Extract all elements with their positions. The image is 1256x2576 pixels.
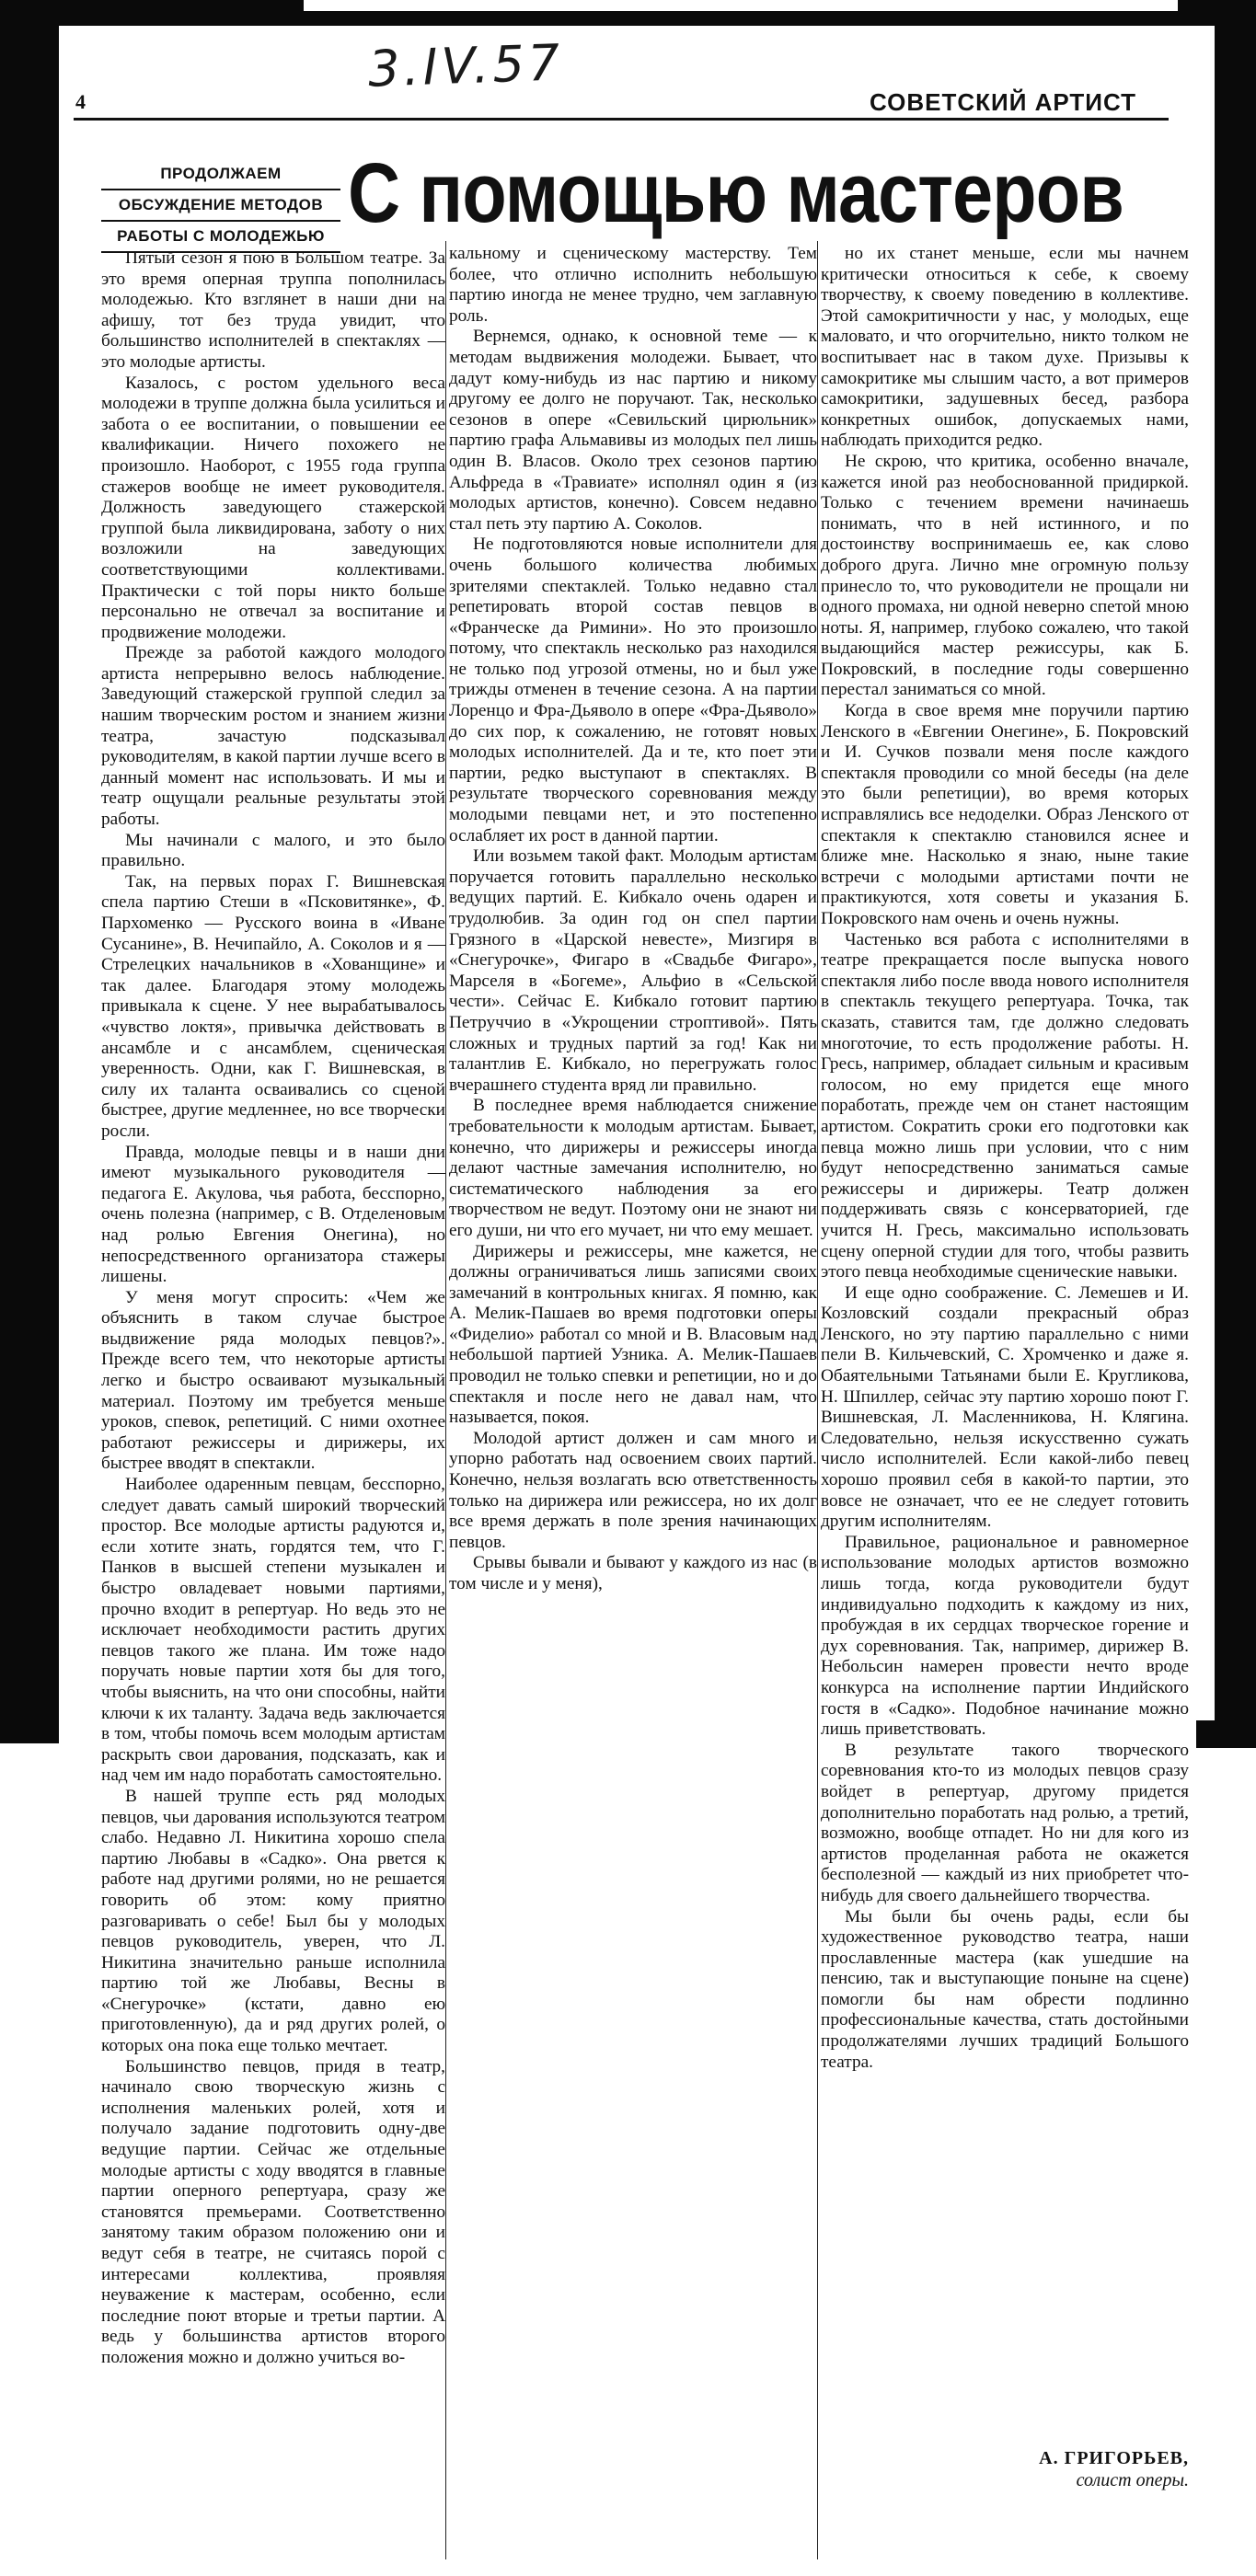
handwritten-date: 3.IV.57 bbox=[366, 33, 565, 98]
column-divider bbox=[817, 241, 818, 2559]
article-paragraph: Вернемся, однако, к основной теме — к методам выдвижения молодежи. Бывает, что дадут кому-нибудь из нас партию и никому другому ее долго не поручают. Так, несколько сезонов в опере «Севильский цирюльник» партию графа Альмавивы из молодых пел лишь один В. Власов. Около трех сезонов партию Альфреда в «Травиате» исполнял один я (из молодых артистов, конечно). Совсем недавно стал петь эту партию А. Соколов. bbox=[449, 327, 817, 534]
article-paragraph: В последнее время наблюдается снижение требовательности к молодым артистам. Бывает, конечно, что дирижеры и режиссеры иногда делают частные замечания исполнителю, но систематического наблюдения за его творчеством не ведут. Поэтому они не знают ни его души, ни что его мучает, ни что ему мешает. bbox=[449, 1096, 817, 1240]
article-paragraph: Пятый сезон я пою в Большом театре. За это время оперная труппа пополнилась молодежью. Кто взглянет в наши дни на афишу, тот без труда увидит, что большинство исполнителей в спектаклях — это молодые артисты. bbox=[101, 248, 445, 372]
article-paragraph: Наиболее одаренным певцам, бесспорно, следует давать самый широкий творческий простор. Все молодые артисты радуются и, если хотите знать, гордятся тем, что Г. Панков в высшей степени музыкален и быстро овладевает новыми партиями, прочно входит в репертуар. Но ведь это не исключает необходимости растить других певцов такого же плана. Им тоже надо поручать новые партии хотя бы для того, чтобы выяснить, на что они способны, найти ключи к их таланту. Задача ведь заключается в том, чтобы помочь всем молодым артистам раскрыть свои дарования, подсказать, как и над чем им надо поработать самостоятельно. bbox=[101, 1475, 445, 1786]
article-paragraph: Большинство певцов, придя в театр, начинало свою творческую жизнь с исполнения маленьких ролей, хотя и получало задание подготовить одну-две ведущие партии. Сейчас же отдельные молодые артисты с ходу вводятся в главные партии оперного репертуара, сразу же становятся премьерами. Соответственно занятому таким образом положению они и ведут себя в театре, не считаясь порой с интересами коллектива, проявляя неуважение к мастерам, особенно, если последние поют вторые и третьи партии. А ведь у большинства артистов второго положения можно и должно учиться во- bbox=[101, 2056, 445, 2367]
scan-border-left bbox=[0, 0, 59, 1743]
article-column-1 bbox=[101, 248, 445, 2369]
article-paragraph: Не скрою, что критика, особенно вначале, кажется иной раз необоснованной придиркой. Только с течением времени начинаешь понимать, что в ней истинного, и по достоинству воспринимаешь ее, как слово доброго друга. Лично мне огромную пользу принесло то, что руководители не прощали ни одного промаха, ни одной неверно спетой мною ноты. Я, например, глубоко сожалею, что такой выдающийся мастер режиссуры, как Б. Покровский, в последние годы совершенно перестал заниматься со мной. bbox=[821, 451, 1189, 700]
article-paragraph: И еще одно соображение. С. Лемешев и И. Козловский создали прекрасный образ Ленского, но эту партию параллельно с ними пели В. Кильчевский, С. Хромченко и даже я. Обаятельными Татьянами были Е. Кругликова, Н. Шпиллер, сейчас эту партию хорошо поют Г. Вишневская, Л. Масленникова, Н. Клягина. Следовательно, нельзя искусственно сужать число исполнителей. Если какой-либо певец хорошо проявил себя в какой-то партии, это вовсе не означает, что ее не следует готовить другим исполнителям. bbox=[821, 1282, 1189, 1532]
article-paragraph: Так, на первых порах Г. Вишневская спела партию Стеши в «Псковитянке», Ф. Пархоменко — Русского воина в «Иване Сусанине», В. Нечипайло, А. Соколов и я — Стрелецких начальников в «Хованщине» и так далее. Благодаря этому молодежь привыкала к сцене. У нее вырабатывалось «чувство локтя», привычка действовать в ансамбле и с ансамблем, сценическая уверенность. Одни, как Г. Вишневская, в силу их таланта осваивались со сценой быстрее, другие медленнее, но все творчески росли. bbox=[101, 871, 445, 1141]
kicker bbox=[101, 159, 340, 253]
article-paragraph: Не подготовляются новые исполнители для очень большого количества любимых зрителями спектаклей. Только недавно стал репетировать второй состав певцов в «Франческе да Римини». Но это произошло потому, что спектакль несколько раз находился не только под угрозой отмены, но и был уже трижды отменен в течение сезона. А на партии Лоренцо и Фра-Дьяволо в опере «Фра-Дьяволо» до сих пор, к сожалению, не готовят новых молодых исполнителей. Да и те, кто поет эти партии, редко выступают в спектаклях. В результате творческого соревнования между молодыми певцами нет, и это постепенно ослабляет их рост в данной партии. bbox=[449, 535, 817, 845]
article-paragraph: кальному и сценическому мастерству. Тем более, что отлично исполнить небольшую партию иногда не менее трудно, чем заглавную роль. bbox=[449, 244, 817, 326]
article-paragraph: но их станет меньше, если мы начнем критически относиться к себе, к своему творчеству, к своему поведению в коллективе. Этой самокритичности у нас, у молодых, еще маловато, и что огорчительно, никто толком не воспитывает нас в таком духе. Призывы к самокритике мы слышим часто, а вот примеров самокритики, задушевных бесед, разбора конкретных ошибок, допускаемых нами, наблюдать приходится редко. bbox=[821, 244, 1189, 451]
article-paragraph: Частенько вся работа с исполнителями в театре прекращается после выпуска нового спектакля либо после ввода нового исполнителя в спектакль текущего репертуара. Точка, так сказать, ставится там, где должно следовать многоточие, то есть продолжение работы. Н. Гресь, например, обладает сильным и красивым голосом, но ему придется еще много поработать, прежде чем он станет настоящим артистом. Сократить сроки его подготовки как певца можно лишь при условии, что с ним будут непосредственно заниматься самые режиссеры и дирижеры. Театр должен поддерживать связь с консерваторией, где учится Н. Гресь, максимально использовать сцену оперной студии для того, чтобы развить этого певца необходимые сценические навыки. bbox=[821, 929, 1189, 1282]
article-paragraph: Или возьмем такой факт. Молодым артистам поручается готовить параллельно несколько ведущих партий. Е. Кибкало очень одарен и трудолюбив. За один год он спел партии Грязного в «Царской невесте», Мизгиря в «Снегурочке», Фигаро в «Свадьбе Фигаро», Марселя в «Богеме», Альфио в «Сельской чести». Сейчас Е. Кибкало готовит партию Петруччио в «Укрощении строптивой». Пять сложных и трудных партий за год! Как ни талантлив Е. Кибкало, но перегружать голос вчерашнего студента вряд ли правильно. bbox=[449, 846, 817, 1095]
scan-border-top-gap bbox=[304, 0, 1178, 11]
article-paragraph: В результате такого творческого соревнования кто-то из молодых певцов сразу войдет в репертуар, другому придется дополнительно поработать над ролью, а третий, возможно, вообще отпадет. Но ни для кого из артистов проделанная работа не окажется бесполезной — каждый из них приобретет что-нибудь для своего дальнейшего творчества. bbox=[821, 1740, 1189, 1905]
header-rule bbox=[74, 118, 1169, 121]
publication-title: СОВЕТСКИЙ АРТИСТ bbox=[870, 88, 1136, 116]
article-paragraph: Мы были бы очень рады, если бы художественное руководство театра, наши прославленные мастера (как ушедшие на пенсию, так и выступающие поныне на сцене) помогли бы нам обрести подлинно профессиональные качества, стать достойными продолжателями лучших традиций Большого театра. bbox=[821, 1906, 1189, 2072]
article-paragraph: У меня могут спросить: «Чем же объяснить в таком случае быстрое выдвижение ряда молодых певцов?». Прежде всего тем, что некоторые артисты легко и быстро осваивают музыкальный материал. Поэтому им требуется меньше уроков, спевок, репетиций. С ними охотнее работают режиссеры и дирижеры, их быстрее вводят в спектакли. bbox=[101, 1287, 445, 1474]
article-paragraph: Правда, молодые певцы и в наши дни имеют музыкального руководителя — педагога Е. Акулова, чья работа, бесспорно, очень полезна (например, с В. Отделеновым над ролью Евгения Онегина), но непосредственного организатора стажеры лишены. bbox=[101, 1142, 445, 1287]
article-paragraph: Дирижеры и режиссеры, мне кажется, не должны ограничиваться лишь записями своих замечаний в контрольных книгах. Я помню, как А. Мелик-Пашаев во время подготовки оперы «Фиделио» работал со мной и В. Власовым над небольшой партией Узника. А. Мелик-Пашаев проводил не только спевки и репетиции, но и до спектакля и после него не давал нам, что называется, покоя. bbox=[449, 1241, 817, 1428]
article-paragraph: Когда в свое время мне поручили партию Ленского в «Евгении Онегине», Б. Покровский и И. Сучков позвали меня после каждого спектакля проводили со мной беседы (на деле это были репетиции), во время которых исправлялись все недоделки. Образ Ленского от спектакля к спектаклю становился яснее и ближе мне. Насколько я знаю, ныне такие встречи с молодыми артистами почти не практикуются, хотя советы и указания Б. Покровского нам очень и очень нужны. bbox=[821, 701, 1189, 928]
scan-border-right-notch bbox=[1196, 1720, 1256, 1748]
kicker-line: ОБСУЖДЕНИЕ МЕТОДОВ bbox=[101, 190, 340, 222]
column-divider bbox=[445, 241, 446, 2559]
article-paragraph: В нашей труппе есть ряд молодых певцов, чьи дарования используются театром слабо. Недавно Л. Никитина хорошо спела партию Любавы в «Садко». Она рвется к работе над другими ролями, но не решается говорить об этом: кому приятно разговаривать о себе! Был бы у молодых певцов руководитель, уверен, что Л. Никитина значительно раньше исполнила партию той же Любавы, Весны в «Снегурочке» (кстати, давно ею приготовленную), да и ряд других ролей, о которых она пока еще только мечтает. bbox=[101, 1786, 445, 2056]
kicker-line: ПРОДОЛЖАЕМ bbox=[101, 159, 340, 190]
page-number: 4 bbox=[75, 90, 86, 113]
article-paragraph: Мы начинали с малого, и это было правильно. bbox=[101, 830, 445, 871]
article-paragraph: Срывы бывали и бывают у каждого из нас (в том числе и у меня), bbox=[449, 1553, 817, 1593]
article-paragraph: Казалось, с ростом удельного веса молодежи в труппе должна была усилиться и забота о ее воспитании, о повышении ее квалификации. Ничего похожего не произошло. Наоборот, с 1955 года группа стажеров вообще не имеет руководителя. Должность заведующего стажерской группой была ликвидирована, заботу о них возложили на заведующих соответствующими коллективами. Практически с той поры никто больше персонально не отвечал за воспитание и продвижение молодежи. bbox=[101, 373, 445, 642]
article-paragraph: Прежде за работой каждого молодого артиста непрерывно велось наблюдение. Заведующий стажерской группой следил за нашим творческим ростом и знанием жизни театра, зачастую подсказывал руководителям, в какой партии лучше всего в данный момент нас использовать. И мы и театр ощущали реальные результаты этой работы. bbox=[101, 643, 445, 830]
article-paragraph: Молодой артист должен и сам много и упорно работать над освоением своих партий. Конечно, нельзя возлагать всю ответственность только на дирижера или режиссера, но их долг все время держать в поле зрения начинающих певцов. bbox=[449, 1428, 817, 1552]
author-role: солист оперы. bbox=[1076, 2470, 1189, 2490]
article-paragraph: Правильное, рациональное и равномерное использование молодых артистов возможно лишь тогда, когда руководители будут индивидуально подходить к каждому из них, пробуждая в их сердцах творческое горение и дух соревнования. Так, например, дирижер В. Небольсин намерен провести нечто вроде конкурса на исполнение партии Индийского гостя в «Садко». Подобное начинание можно лишь приветствовать. bbox=[821, 1532, 1189, 1740]
article-column-2 bbox=[449, 244, 817, 1595]
signature bbox=[821, 2447, 1189, 2491]
article-column-3 bbox=[821, 244, 1189, 2073]
kicker-line: РАБОТЫ С МОЛОДЕЖЬЮ bbox=[101, 222, 340, 253]
author-name: А. ГРИГОРЬЕВ, bbox=[1039, 2448, 1189, 2468]
scan-border-right bbox=[1215, 0, 1256, 1748]
headline: С помощью мастеров bbox=[348, 146, 1124, 240]
